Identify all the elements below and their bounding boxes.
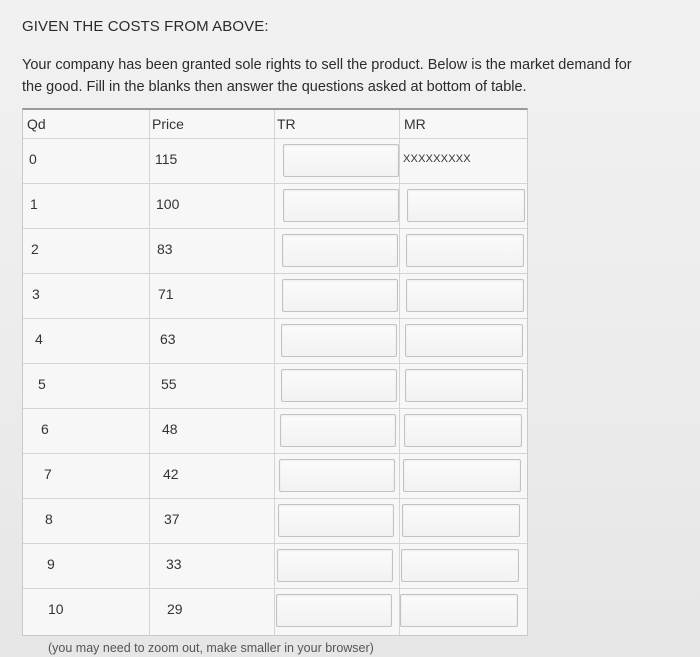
header-row-divider [23, 138, 527, 139]
price-cell: 29 [167, 601, 183, 617]
price-cell: 42 [163, 466, 179, 482]
tr-input[interactable] [282, 234, 398, 267]
qd-cell: 4 [35, 331, 43, 347]
price-cell: 100 [156, 196, 180, 212]
row-divider [23, 318, 527, 319]
price-cell: 63 [160, 331, 176, 347]
mr-input[interactable] [400, 594, 518, 627]
row-divider [23, 273, 527, 274]
header-price: Price [152, 116, 184, 132]
mr-input[interactable] [402, 504, 520, 537]
tr-input[interactable] [281, 369, 397, 402]
tr-input[interactable] [280, 414, 396, 447]
tr-input[interactable] [278, 504, 394, 537]
column-divider [149, 110, 150, 635]
mr-input[interactable] [407, 189, 525, 222]
row-divider [23, 498, 527, 499]
instructions-text: Your company has been granted sole rights to sell the product. Below is the market demand for the good. Fill in the blanks then answer the questions asked at bottom of table. [22, 57, 632, 95]
header-tr: TR [277, 116, 296, 132]
price-cell: 37 [164, 511, 180, 527]
price-cell: 48 [162, 421, 178, 437]
tr-input[interactable] [277, 549, 393, 582]
mr-input[interactable] [403, 459, 521, 492]
qd-cell: 10 [48, 601, 64, 617]
price-cell: 33 [166, 556, 182, 572]
row-divider [23, 543, 527, 544]
tr-input[interactable] [282, 279, 398, 312]
qd-cell: 5 [38, 376, 46, 392]
row-divider [23, 408, 527, 409]
price-cell: 115 [155, 151, 178, 167]
mr-input[interactable] [404, 414, 522, 447]
column-divider [274, 110, 275, 635]
qd-cell: 1 [30, 196, 38, 212]
qd-cell: 9 [47, 556, 55, 572]
tr-input[interactable] [283, 144, 399, 177]
price-cell: 83 [157, 241, 173, 257]
tr-input[interactable] [276, 594, 392, 627]
mr-input[interactable] [405, 324, 523, 357]
price-cell: 55 [161, 376, 177, 392]
row-divider [23, 588, 527, 589]
mr-input[interactable] [401, 549, 519, 582]
header-qd: Qd [27, 116, 46, 132]
mr-input[interactable] [405, 369, 523, 402]
mr-input[interactable] [406, 234, 524, 267]
tr-input[interactable] [283, 189, 399, 222]
section-heading: GIVEN THE COSTS FROM ABOVE: [22, 18, 269, 35]
mr-placeholder-text: XXXXXXXXX [403, 153, 471, 165]
row-divider [23, 228, 527, 229]
demand-table [22, 108, 528, 636]
row-divider [23, 363, 527, 364]
tr-input[interactable] [281, 324, 397, 357]
qd-cell: 2 [31, 241, 39, 257]
column-divider [399, 110, 400, 635]
qd-cell: 0 [29, 151, 37, 167]
mr-input[interactable] [406, 279, 524, 312]
row-divider [23, 453, 527, 454]
qd-cell: 8 [45, 511, 53, 527]
tr-input[interactable] [279, 459, 395, 492]
qd-cell: 3 [32, 286, 40, 302]
row-divider [23, 183, 527, 184]
footer-note: (you may need to zoom out, make smaller in your browser) [48, 641, 374, 655]
header-mr: MR [404, 116, 426, 132]
qd-cell: 6 [41, 421, 49, 437]
qd-cell: 7 [44, 466, 52, 482]
price-cell: 71 [158, 286, 174, 302]
